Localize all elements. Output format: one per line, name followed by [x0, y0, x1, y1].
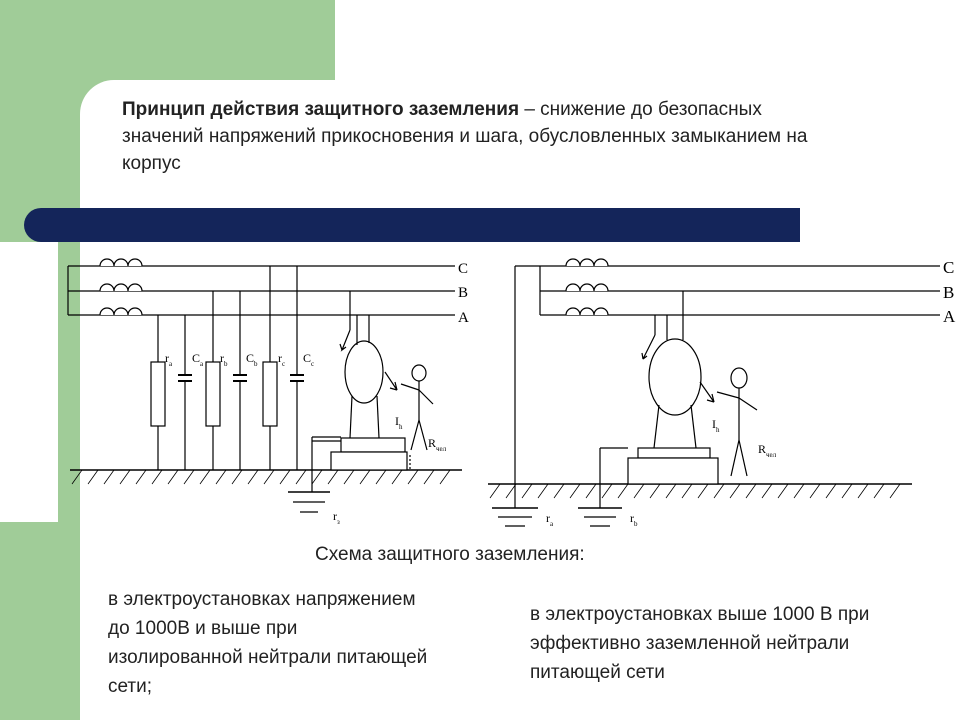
label-rc: $r_c$	[278, 351, 286, 368]
right-transformer-coils	[566, 259, 608, 315]
left-label-c: C	[458, 261, 469, 277]
label-rz: $r_з$	[333, 509, 340, 526]
right-equipment-ground-electrode	[578, 448, 628, 526]
right-label-b: B	[943, 283, 955, 302]
left-motor	[312, 291, 407, 470]
left-label-a: A	[458, 310, 469, 326]
left-description: в электроустановках напряжением до 1000В и выше при изолированной нейтрали питающей сети;	[108, 589, 428, 697]
resistor-rb	[206, 362, 220, 426]
right-description: в электроустановках выше 1000 В при эффективно заземленной нейтрали питающей сети	[530, 604, 870, 683]
right-label-c: C	[943, 258, 955, 277]
label-ca: $C_a$	[192, 351, 204, 368]
right-diagram	[488, 258, 956, 528]
left-ground-electrode	[288, 437, 330, 512]
left-diagram	[68, 259, 469, 526]
left-label-rchel: $R_{чел}$	[428, 436, 447, 453]
capacitors-left	[178, 375, 304, 381]
left-label-b: B	[458, 285, 469, 301]
diagram-caption: Схема защитного заземления:	[315, 544, 585, 565]
title-rest: – снижение до безопасных значений напряжений прикосновения и шага, обусловленных замыканием на корпус	[122, 99, 808, 174]
right-label-rchel: $R_{чел}$	[758, 442, 777, 459]
right-label-ra: $r_a$	[546, 511, 554, 528]
right-label-a: A	[943, 307, 956, 326]
right-neutral-ground-electrode	[492, 484, 538, 526]
left-label-ih: $I_h$	[395, 414, 403, 431]
label-ra: $r_a$	[165, 351, 173, 368]
right-label-rb: $r_b$	[630, 511, 638, 528]
title-bold: Принцип действия защитного заземления	[122, 99, 520, 120]
label-rb: $r_b$	[220, 351, 228, 368]
resistor-rc	[263, 362, 277, 426]
label-cb: $C_b$	[246, 351, 258, 368]
right-label-ih: $I_h$	[712, 417, 720, 434]
label-cc: $C_c$	[303, 351, 315, 368]
resistor-ra	[151, 362, 165, 426]
left-transformer-coils	[100, 259, 142, 315]
